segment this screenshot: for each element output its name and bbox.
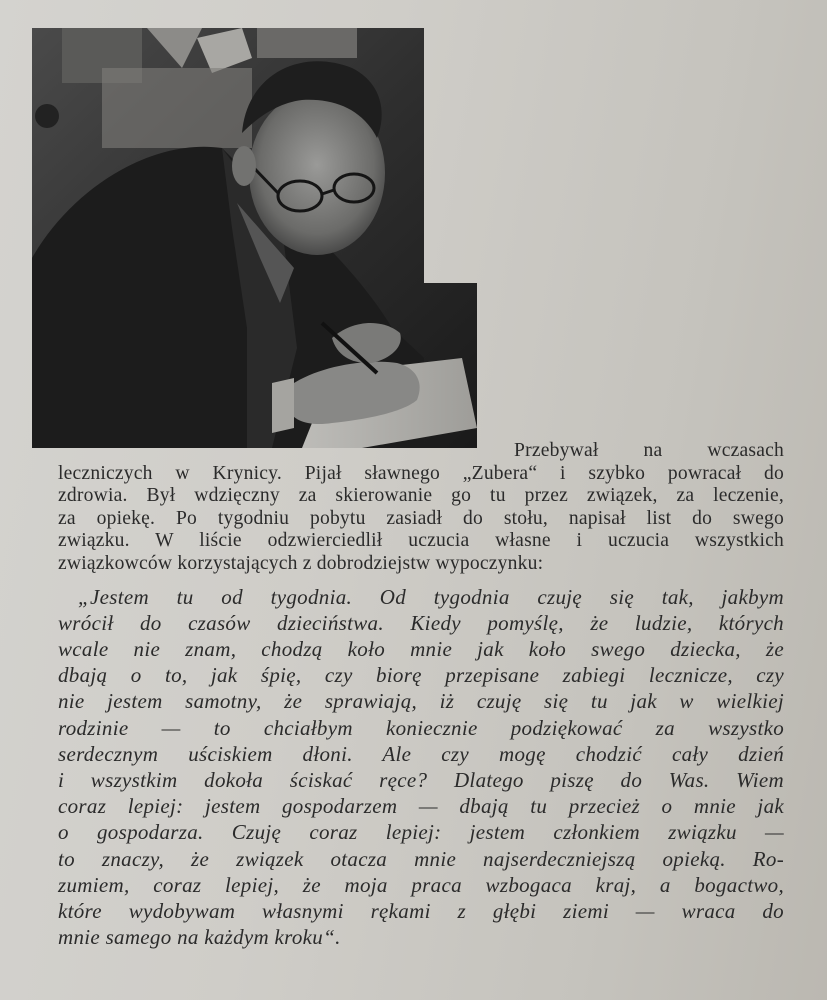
quote-line: które wydobywam własnymi rękami z głębi ziemi — wraca do — [58, 899, 784, 923]
quote-line: coraz lepiej: jestem gospodarzem — dbają tu przecież o mnie jak — [58, 794, 784, 819]
quote-line: wrócił do czasów dzieciństwa. Kiedy pomyślę, że ludzie, których — [58, 610, 784, 635]
quote-line: to znaczy, że związek otacza mnie najserdeczniejszą opieką. Ro- — [58, 846, 784, 871]
quote-line: „Jestem tu od tygodnia. Od tygodnia czuję się tak, jakbym — [78, 584, 784, 609]
quote-line: dbają o to, jak śpię, czy biorę przepisane zabiegi lecznicze, czy — [58, 663, 784, 688]
quote-line: o gospodarza. Czuję coraz lepiej: jestem członkiem związku — — [58, 820, 784, 845]
quote-line: zumiem, coraz lepiej, że moja praca wzbogaca kraj, a bogactwo, — [58, 872, 784, 897]
body-line: związku. W liście odzwierciedlił uczucia własne i uczucia wszystkich — [58, 530, 784, 552]
body-text — [58, 440, 784, 950]
body-line: związkowców korzystających z dobrodziejstw wypoczynku: — [58, 552, 544, 574]
body-line: leczniczych w Krynicy. Pijał sławnego „Zubera“ i szybko powracał do — [58, 462, 784, 484]
quote-line: i wszystkim dokoła ściskać ręce? Dlatego piszę do Was. Wiem — [58, 767, 784, 792]
photo-man-writing-letter — [32, 28, 477, 448]
body-line: za opiekę. Po tygodniu pobytu zasiadł do stołu, napisał list do swego — [58, 507, 784, 529]
quote-line: wcale nie znam, chodzą koło mnie jak koło swego dziecka, że — [58, 636, 784, 661]
letter-quote — [58, 584, 784, 951]
quote-line: rodzinie — to chciałbym koniecznie podziękować za wszystko — [58, 715, 784, 740]
quote-line: mnie samego na każdym kroku“. — [58, 925, 341, 950]
quote-line: nie jestem samotny, że sprawiają, iż czuję się tu jak w wielkiej — [58, 689, 784, 714]
quote-line: serdecznym uściskiem dłoni. Ale czy mogę chodzić cały dzień — [58, 741, 784, 766]
photo-man-writing-letter-icon — [32, 28, 477, 448]
body-line: Przebywał na wczasach — [514, 440, 784, 461]
body-line: zdrowia. Był wdzięczny za skierowanie go tu przez związek, za leczenie, — [58, 485, 784, 507]
